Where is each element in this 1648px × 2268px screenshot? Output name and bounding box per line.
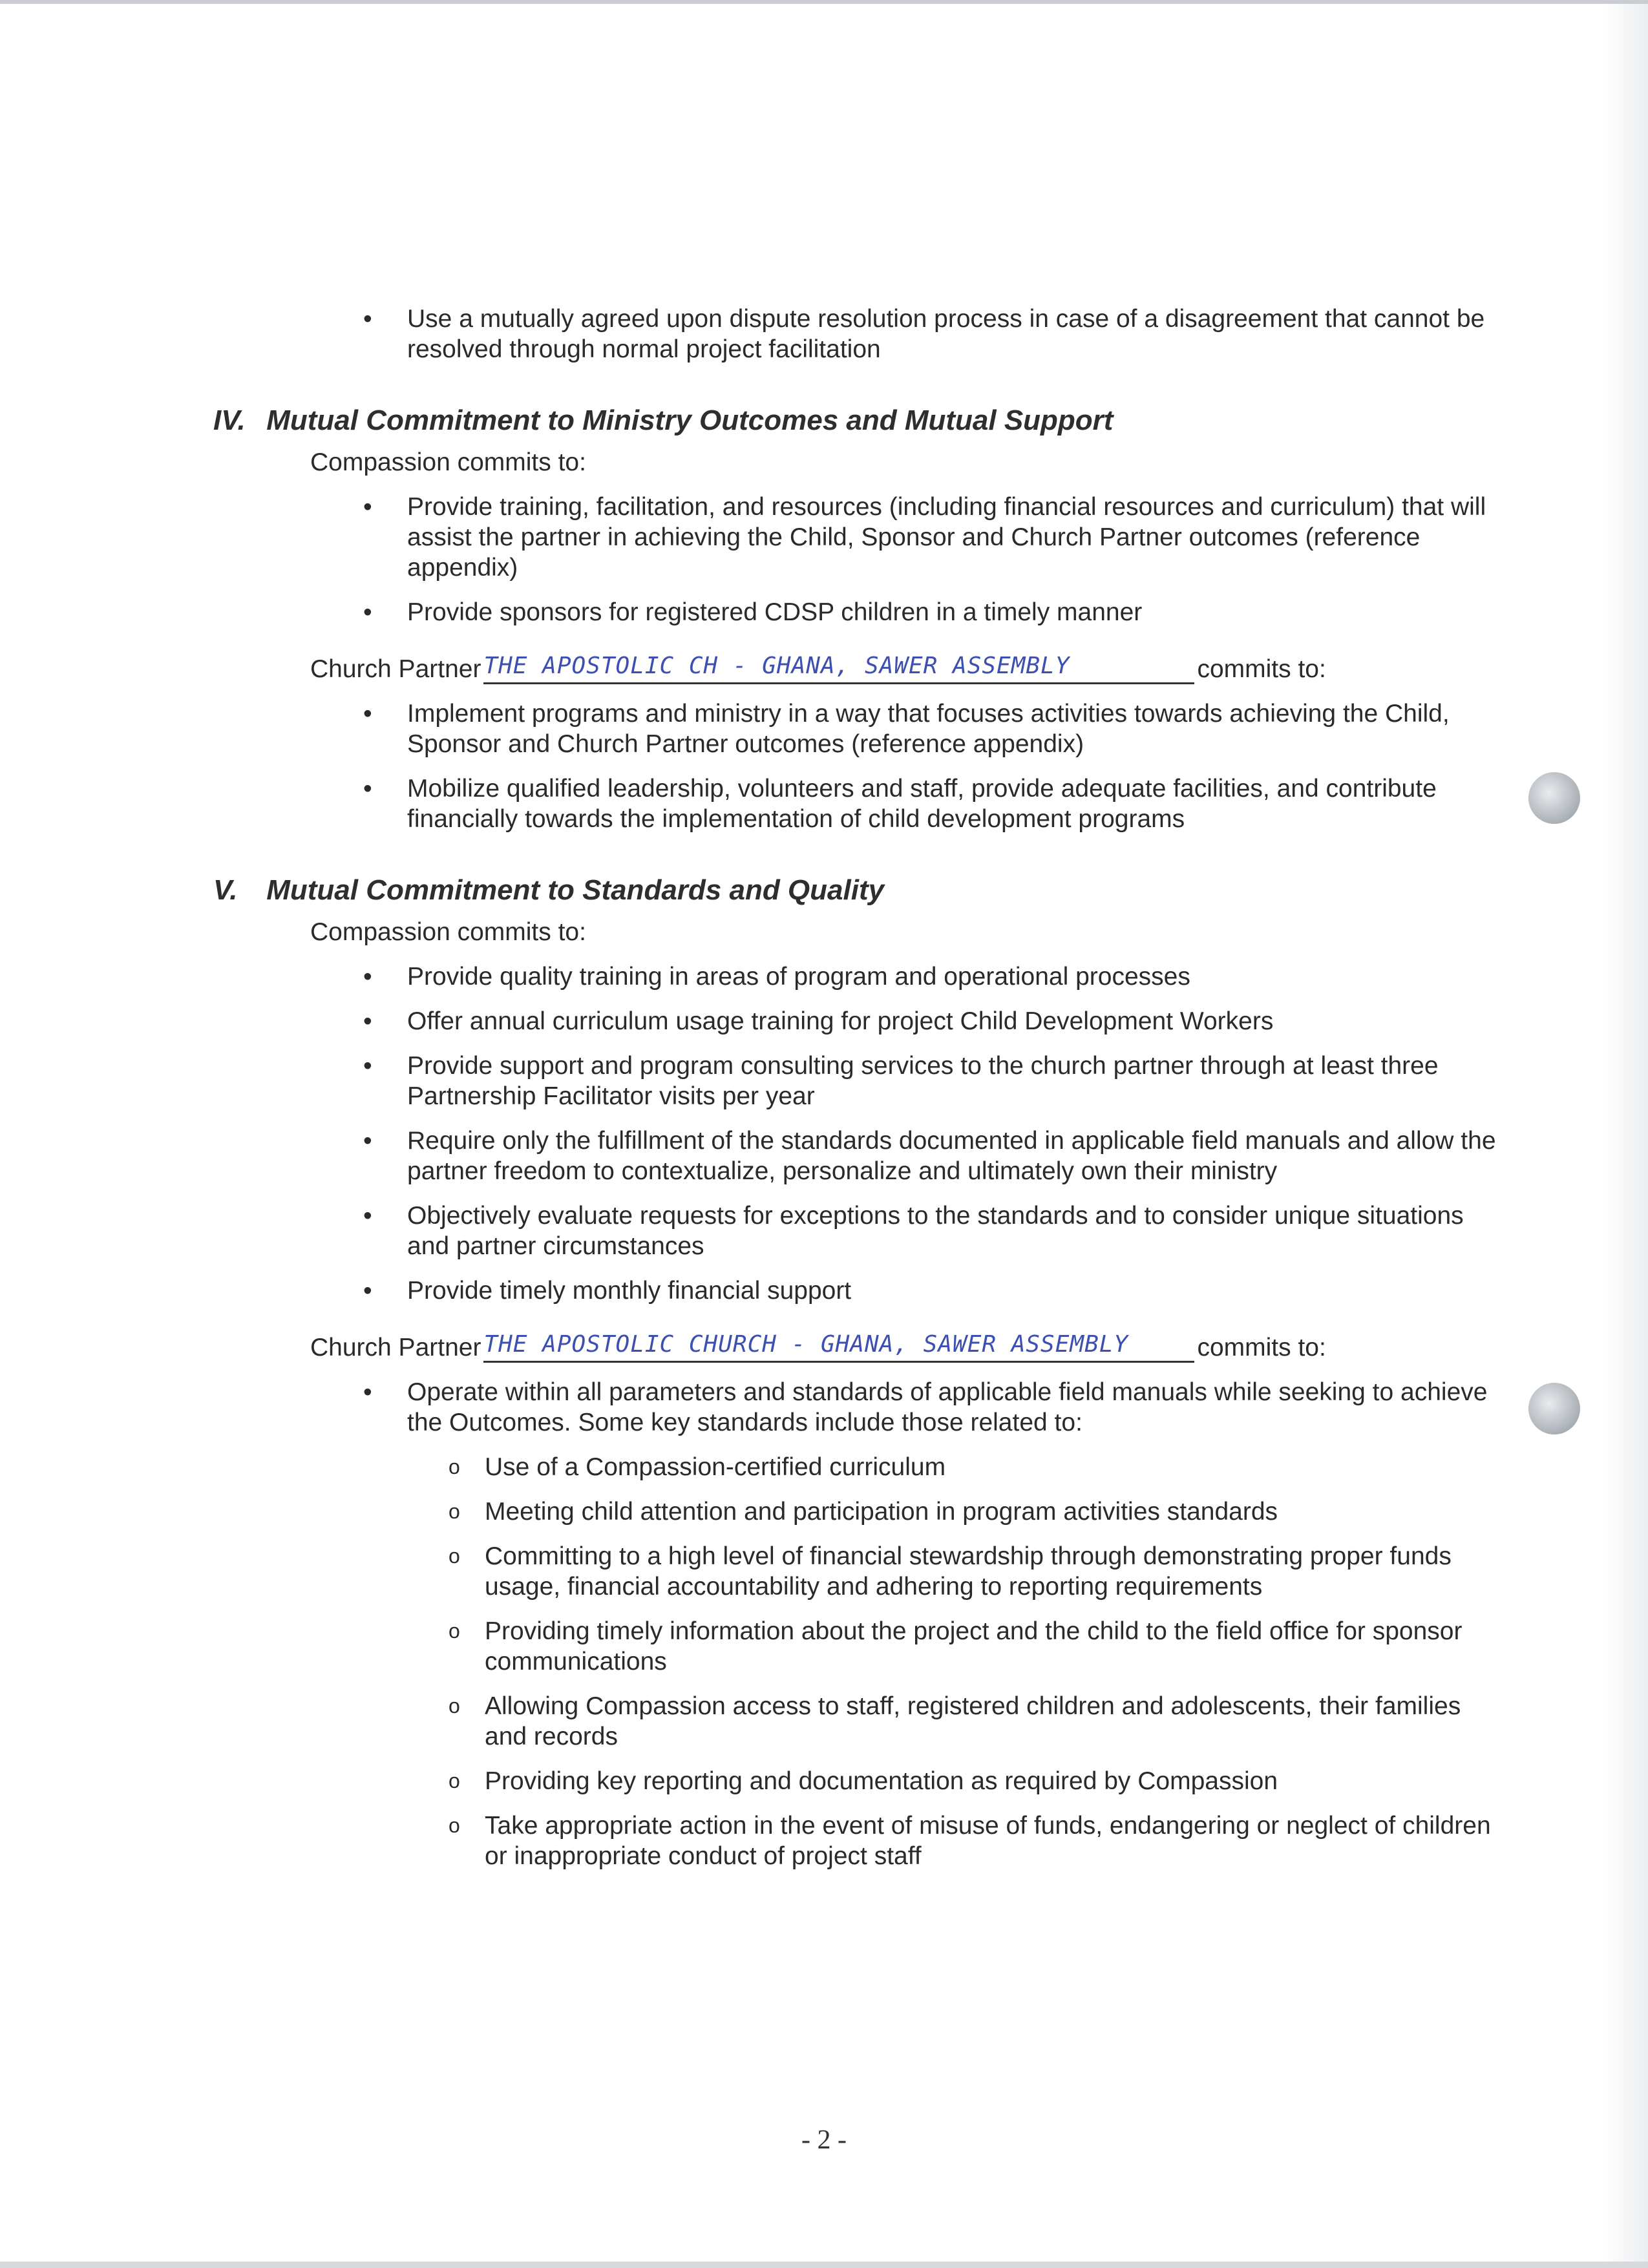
list-item: o Providing key reporting and documentation as required by Compassion (449, 1767, 1278, 1795)
list-item: o Meeting child attention and participation in program activities standards (449, 1498, 1278, 1526)
list-item: • Provide sponsors for registered CDSP children in a timely manner (363, 598, 1143, 626)
section-iv-church-partner-line (310, 651, 1499, 684)
list-item: • Provide training, facilitation, and resources (including financial resources and curriculum) that will assist the partner in achieving the Child, Sponsor and Church Partner outcomes (reference appendix) (363, 493, 1486, 582)
section-v-compassion-list (363, 961, 1499, 1306)
section-iv-partner-list (363, 698, 1499, 834)
church-partner-label: Church Partner (310, 1334, 481, 1361)
list-item: o Allowing Compassion access to staff, registered children and adolescents, their families and records (449, 1692, 1461, 1750)
list-item: o Use of a Compassion-certified curriculum (449, 1453, 946, 1481)
list-item: • Provide quality training in areas of program and operational processes (363, 963, 1190, 991)
list-item: • Offer annual curriculum usage training for project Child Development Workers (363, 1007, 1274, 1035)
list-item: • Mobilize qualified leadership, volunteers and staff, provide adequate facilities, and contribute financially towards the implementation of child development programs (363, 775, 1437, 833)
list-item: • Operate within all parameters and standards of applicable field manuals while seeking to achieve the Outcomes. Some key standards include those related to: (363, 1378, 1488, 1436)
commits-to-label: commits to: (1197, 655, 1326, 683)
list-item: • Use a mutually agreed upon dispute resolution process in case of a disagreement that cannot be resolved through normal project facilitation (363, 305, 1485, 363)
list-item: o Take appropriate action in the event of misuse of funds, endangering or neglect of children or inappropriate conduct of project staff (449, 1812, 1491, 1870)
church-partner-name-field: THE APOSTOLIC CH - GHANA, SAWER ASSEMBLY (483, 651, 1194, 684)
top-bullet-list (363, 304, 1499, 364)
list-item: • Objectively evaluate requests for exceptions to the standards and to consider unique situations and partner circumstances (363, 1202, 1464, 1260)
list-item: • Provide timely monthly financial support (363, 1277, 852, 1305)
list-item: o Committing to a high level of financial stewardship through demonstrating proper funds usage, financial accountability and adhering to reporting requirements (449, 1542, 1452, 1601)
document-body (213, 304, 1499, 1885)
list-item: • Require only the fulfillment of the standards documented in applicable field manuals and allow the partner freedom to contextualize, personalize and ultimately own their ministry (363, 1127, 1496, 1185)
section-v-compassion-intro: Compassion commits to: (310, 918, 586, 946)
list-item: • Implement programs and ministry in a way that focuses activities towards achieving the Child, Sponsor and Church Partner outcomes (reference appendix) (363, 700, 1450, 758)
section-iv-heading: IV. Mutual Commitment to Ministry Outcomes and Mutual Support (213, 404, 1114, 436)
page-right-edge (1603, 0, 1648, 2268)
section-v-key-standards-list (449, 1452, 1499, 1871)
page-bottom-edge (0, 2262, 1648, 2268)
section-iv-compassion-intro: Compassion commits to: (310, 448, 586, 476)
church-partner-label: Church Partner (310, 655, 481, 683)
punch-hole (1528, 1383, 1580, 1434)
page-top-edge (0, 0, 1648, 4)
page-number: - 2 - (801, 2125, 847, 2155)
church-partner-name-field: THE APOSTOLIC CHURCH - GHANA, SAWER ASSEMBLY (483, 1329, 1194, 1363)
section-iv-compassion-list (363, 492, 1499, 627)
section-v-partner-list (363, 1377, 1499, 1438)
list-item: • Provide support and program consulting services to the church partner through at least three Partnership Facilitator visits per year (363, 1052, 1439, 1110)
punch-hole (1528, 772, 1580, 824)
commits-to-label: commits to: (1197, 1334, 1326, 1361)
list-item: o Providing timely information about the project and the child to the field office for sponsor communications (449, 1617, 1463, 1675)
section-v-heading: V. Mutual Commitment to Standards and Quality (213, 874, 885, 906)
section-v-church-partner-line (310, 1329, 1499, 1363)
